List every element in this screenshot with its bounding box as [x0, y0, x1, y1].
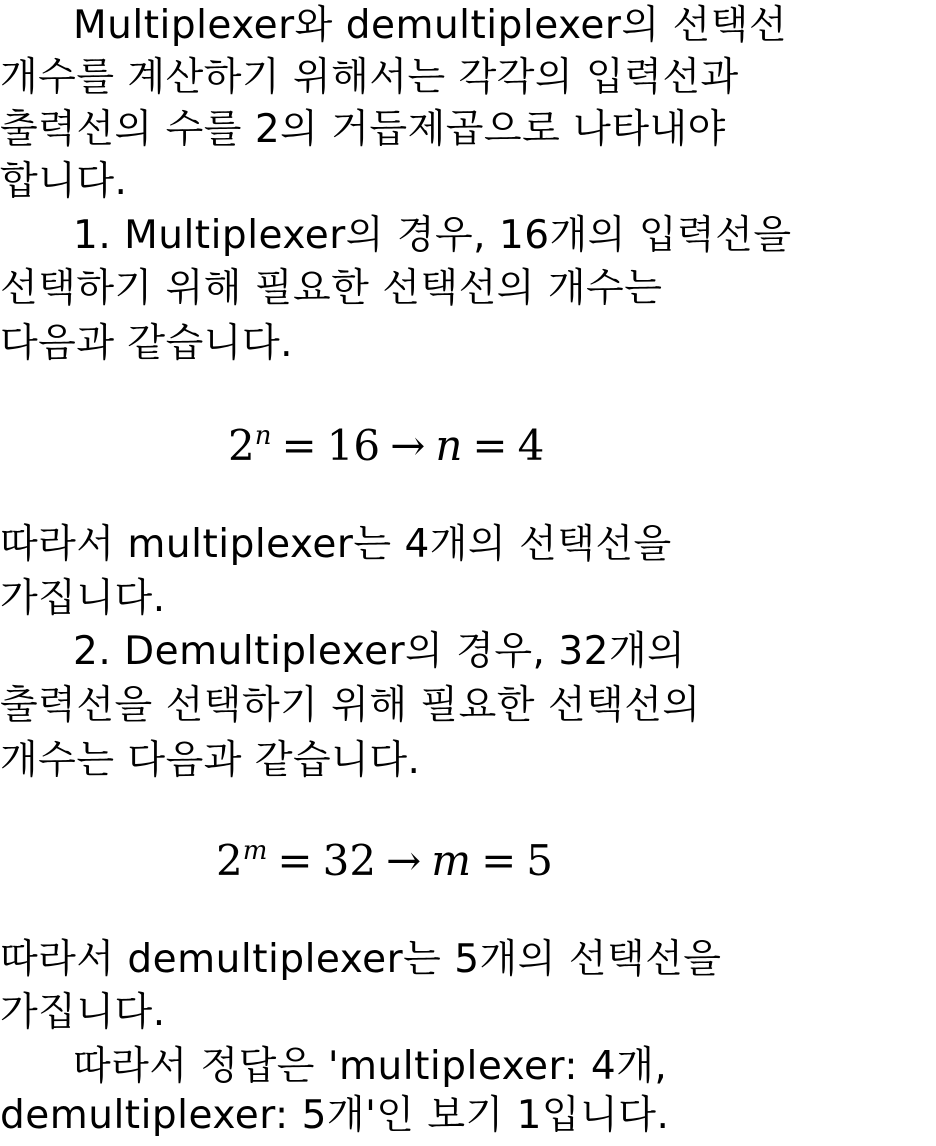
step2-line-2: 출력선을 선택하기 위해 필요한 선택선의 [0, 683, 701, 728]
result1-line-2: 가집니다. [0, 576, 166, 621]
eq1-variable: n [435, 421, 463, 470]
step2-line-1: 2. Demultiplexer의 경우, 32개의 [73, 629, 686, 674]
eq1-arrow: → [390, 421, 426, 470]
step1-line-2: 선택하기 위해 필요한 선택선의 개수는 [0, 266, 663, 311]
intro-line-3: 출력선의 수를 2의 거듭제곱으로 나타내야 [0, 107, 726, 152]
intro-line-2: 개수를 계산하기 위해서는 각각의 입력선과 [0, 55, 739, 100]
equation-mux [228, 420, 544, 478]
eq2-result: 5 [526, 836, 554, 885]
result2-line-2: 가집니다. [0, 990, 166, 1035]
eq2-equals: = [277, 836, 313, 885]
step1-line-1: 1. Multiplexer의 경우, 16개의 입력선을 [73, 213, 792, 258]
result2-line-1: 따라서 demultiplexer는 5개의 선택선을 [0, 937, 722, 982]
conclusion-line-2: demultiplexer: 5개'인 보기 1입니다. [0, 1093, 670, 1138]
eq2-base: 2 [216, 836, 243, 885]
step2-line-3: 개수는 다음과 같습니다. [0, 738, 421, 783]
eq2-value: 32 [322, 836, 377, 885]
eq2-equals-2: = [481, 836, 517, 885]
eq1-base: 2 [228, 421, 255, 470]
eq1-result: 4 [517, 421, 545, 470]
intro-line-4: 합니다. [0, 159, 128, 204]
eq1-equals-2: = [472, 421, 508, 470]
step1-line-3: 다음과 같습니다. [0, 321, 294, 366]
result1-line-1: 따라서 multiplexer는 4개의 선택선을 [0, 522, 672, 567]
eq1-value: 16 [326, 421, 381, 470]
intro-line-1: Multiplexer와 demultiplexer의 선택선 [73, 3, 788, 48]
equation-demux [216, 835, 553, 893]
eq2-variable: m [431, 836, 472, 885]
eq2-exponent: m [242, 836, 268, 866]
eq1-exponent: n [254, 421, 272, 451]
eq1-equals: = [281, 421, 317, 470]
conclusion-line-1: 따라서 정답은 'multiplexer: 4개, [73, 1044, 668, 1089]
eq2-arrow: → [386, 836, 422, 885]
